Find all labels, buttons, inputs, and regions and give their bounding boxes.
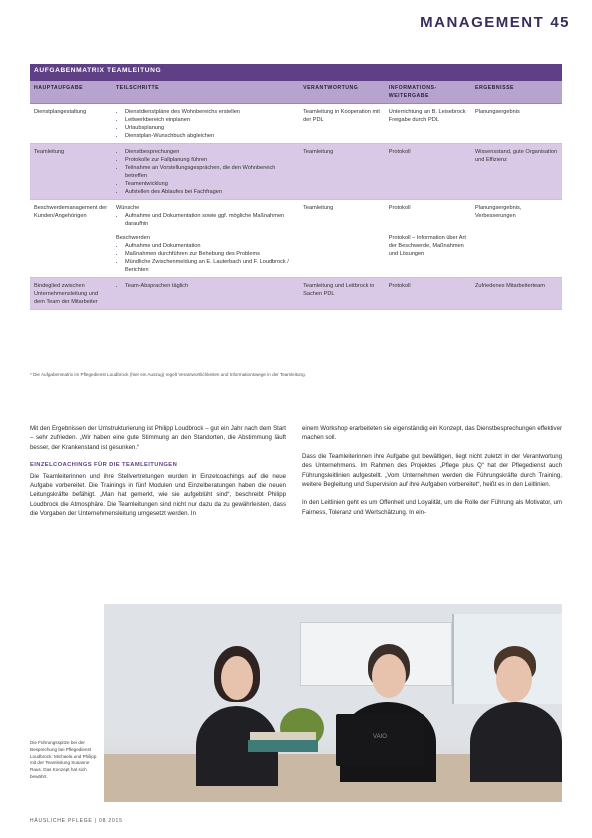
column-header: HAUPTAUFGABE [30, 81, 112, 104]
step-item: • Dienstdienstpläne des Wohnbereichs erstellen [125, 108, 295, 116]
steps-cell [112, 104, 299, 144]
photo-laptop [336, 714, 424, 766]
column-header: ERGEBNISSE [471, 81, 562, 104]
paragraph: Mit den Ergebnissen der Umstrukturierung ist Philipp Loudbrock – gut ein Jahr nach dem Start – sehr zufrieden. „Wir haben eine gute Stimmung an den Standorten, die Abstimmung läuft besser, der Krankenstand ist gesunken.“ [30, 425, 286, 451]
info-text: Protokoll – Information über Art der Beschwerde, Maßnahmen und Lösungen [388, 235, 466, 257]
table-row [30, 278, 562, 310]
table-title: AUFGABENMATRIX TEAMLEITUNG [30, 64, 562, 81]
step-item: • Dienstbesprechungen [125, 148, 295, 156]
table-footnote: * Die Aufgabenmatrix im Pflegedienst Loudbrock (hier ein Auszug) regelt Verantwortlichkeiten und Informationswege in der Teamleitung. [30, 372, 306, 377]
task-matrix-table [30, 64, 562, 310]
laptop-logo: VAIO [373, 734, 387, 740]
steps-subheading: Beschwerden [115, 235, 150, 241]
page-footer: HÄUSLICHE PFLEGE | 08.2015 [30, 818, 123, 824]
paragraph: Dass die Teamleiterinnen ihre Aufgabe gut bewältigen, liegt nicht zuletzt in der Verantwortung des Unternehmens. Im Rahmen des Projektes „Pflege plus Q“ hat der Pflegedienst auch Führungsleitlinien aufgestellt. „Vom Unternehmen werden die Führungskräfte durch Training, weitere Begleitung und Supervision auf ihre Aufgaben vorbereitet“, heißt es in den Leitlinien. [302, 452, 562, 489]
steps-cell [112, 278, 299, 310]
paragraph: Die Teamleiterinnen und ihre Stellvertretungen wurden in Einzelcoachings auf die neue Aufgabe vorbereitet. Die Trainings in fünf Modulen und Einzelberatungen haben die neuen Leitungskräfte befähigt. „Man hat gemerkt, wie sie aufgeblüht sind“, beschreibt Philipp Loudbrock die Atmosphäre. Die Teamleitungen sind nicht nur dazu da zu gewährleisten, dass die Vorgaben der Unternehmensleitung umgesetzt werden. In [30, 472, 286, 518]
table-row [30, 144, 562, 200]
person-right-face [496, 656, 532, 702]
steps-cell [112, 200, 299, 278]
table-title-row [30, 64, 562, 81]
step-item: • Dienstplan-Wunschbuch abgleichen [125, 132, 295, 140]
column-header: TEILSCHRITTE [112, 81, 299, 104]
task-cell: Teamleitung [30, 144, 112, 200]
responsibility-cell: Teamleitung und Leitbrock in Sachen PDL [299, 278, 385, 310]
step-item: • Leitwerkbereich einplanen [125, 116, 295, 124]
task-cell: Beschwerdemanagement der Kunden/Angehörigen [30, 200, 112, 278]
section-title [420, 14, 570, 31]
step-item: • Teamentwicklung [125, 180, 295, 188]
table-header-row [30, 81, 562, 104]
info-cell: Unterrichtung an B. Leisebrock Freigabe durch PDL [385, 104, 471, 144]
info-cell: Protokoll [385, 144, 471, 200]
info-cell: Protokoll [385, 278, 471, 310]
steps-cell [112, 144, 299, 200]
page-number: 45 [550, 14, 570, 31]
step-item: • Team-Absprachen täglich [125, 282, 295, 290]
photo-folder [248, 740, 318, 752]
task-cell: Bindeglied zwischen Unternehmensleitung und dem Team der Mitarbeiter [30, 278, 112, 310]
team-photo [104, 604, 562, 802]
responsibility-cell: Teamleitung in Kooperation mit der PDL [299, 104, 385, 144]
photo-caption: Die Führungsspitze bei der Besprechung bei Pflegedienst Loudbrock: Michaela und Philipp mit der Teamleitung Susanne Raus. Das Konzept hat sich bewährt. [30, 740, 97, 779]
column-header: INFORMATIONS-WEITERGABE [385, 81, 471, 104]
responsibility-cell: Teamleitung [299, 200, 385, 278]
step-item: • Aufnahme und Dokumentation sowie ggf. mögliche Maßnahmen daraufhin [125, 212, 295, 228]
person-left-face [221, 656, 253, 700]
step-item: • Maßnahmen durchführen zur Behebung des Problems [125, 250, 295, 258]
article-column-left [30, 424, 286, 528]
article-subheading: EINZELCOACHINGS FÜR DIE TEAMLEITUNGEN [30, 462, 178, 469]
info-cell [385, 200, 471, 278]
responsibility-cell: Teamleitung [299, 144, 385, 200]
step-item: • Protokolle zur Fallplanung führen [125, 156, 295, 164]
table-row [30, 200, 562, 278]
column-header: VERANTWORTUNG [299, 81, 385, 104]
step-item: • Urlaubsplanung [125, 124, 295, 132]
info-text: Protokoll [388, 205, 411, 211]
photo-papers [250, 732, 316, 740]
result-cell: Wissensstand, gute Organisation und Effizienz [471, 144, 562, 200]
result-cell: Zufriedenes Mitarbeiterteam [471, 278, 562, 310]
result-cell: Planungsergebnis, Verbesserungen [471, 200, 562, 278]
paragraph: einem Workshop erarbeiteten sie eigenständig ein Konzept, das Dienstbesprechungen effektiver machen soll. [302, 425, 562, 442]
step-item: • Aufnahme und Dokumentation [125, 242, 295, 250]
table-row [30, 104, 562, 144]
step-item: • Mündliche Zwischenmeldung an E. Lauterbach und F. Loudbrock / Berichten [125, 258, 295, 274]
section-name: MANAGEMENT [420, 14, 545, 31]
paragraph: In den Leitlinien geht es um Offenheit und Loyalität, um die Rolle der Führung als Motivator, um Fairness, Toleranz und Wertschätzung. In ein- [302, 499, 562, 516]
person-right [470, 702, 562, 782]
person-middle-face [372, 654, 406, 698]
step-item: • Aufstellen des Ablaufes bei Fachfragen [125, 188, 295, 196]
result-cell: Planungsergebnis [471, 104, 562, 144]
steps-subheading: Wünsche [115, 205, 140, 211]
task-cell: Dienstplangestaltung [30, 104, 112, 144]
article-column-right [302, 424, 562, 526]
step-item: • Teilnahme an Vorstellungsgesprächen, die den Wohnbereich betreffen [125, 164, 295, 180]
